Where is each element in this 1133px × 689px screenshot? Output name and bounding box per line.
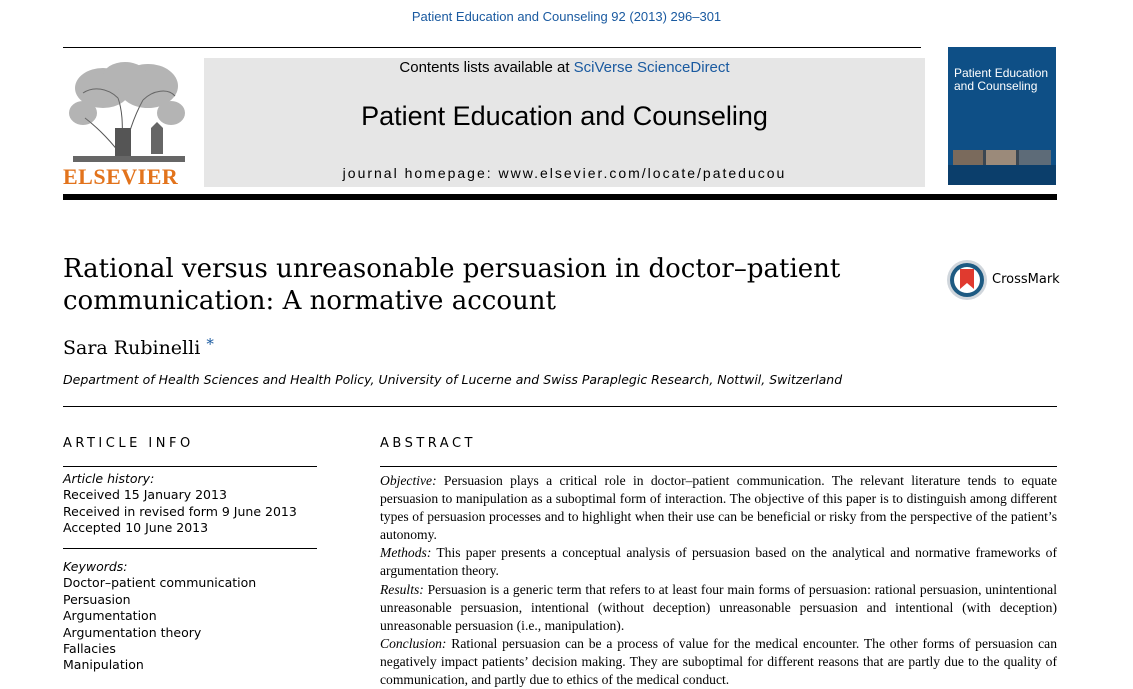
history-item: Accepted 10 June 2013 xyxy=(63,520,209,536)
abstract-section-label: Conclusion: xyxy=(380,635,447,651)
journal-name: Patient Education and Counseling xyxy=(361,101,768,131)
keywords-label: Keywords: xyxy=(63,559,128,574)
abstract-section-label: Results: xyxy=(380,581,424,597)
title-divider xyxy=(63,406,1057,407)
elsevier-wordmark: ELSEVIER xyxy=(63,164,179,189)
keyword-item: Argumentation xyxy=(63,608,157,624)
author-affiliation: Department of Health Sciences and Health Policy, University of Lucerne and Swiss Paraplegic Research, Nottwil, Switzerland xyxy=(63,372,843,387)
abstract-objective xyxy=(380,472,1057,544)
abstract-heading: ABSTRACT xyxy=(380,436,476,451)
cover-photo-strip xyxy=(953,150,1051,166)
cover-footer-bar xyxy=(948,165,1056,185)
header-bottom-rule xyxy=(63,194,1057,200)
history-label: Article history: xyxy=(63,471,155,486)
history-item: Received in revised form 9 June 2013 xyxy=(63,503,297,519)
article-history xyxy=(63,471,317,537)
header-top-rule xyxy=(63,47,921,48)
abstract-section-label: Objective: xyxy=(380,473,437,488)
contents-line xyxy=(204,59,925,76)
article-info-rule xyxy=(63,466,317,467)
abstract-body xyxy=(380,472,1057,689)
keywords-rule xyxy=(63,548,317,549)
abstract-section-label: Methods: xyxy=(380,545,432,561)
author-text: Sara Rubinelli xyxy=(63,337,201,359)
abstract-results xyxy=(380,581,1057,635)
cover-title: Patient Education and Counseling xyxy=(954,66,1049,93)
keyword-item: Fallacies xyxy=(63,641,116,657)
keyword-item: Argumentation theory xyxy=(63,624,202,640)
keyword-item: Manipulation xyxy=(63,657,144,673)
abstract-section-text: This paper presents a conceptual analysis of persuasion based on the analytical and normative frameworks of argumentation theory. xyxy=(380,545,1057,579)
contents-prefix: Contents lists available at xyxy=(399,59,570,76)
history-item: Received 15 January 2013 xyxy=(63,487,227,503)
corresponding-author-mark[interactable]: * xyxy=(206,335,214,353)
article-title: Rational versus unreasonable persuasion in doctor–patient communication: A normative account xyxy=(63,254,841,316)
article-info-heading: ARTICLE INFO xyxy=(63,436,194,451)
keyword-item: Persuasion xyxy=(63,591,131,607)
keyword-item: Doctor–patient communication xyxy=(63,575,257,591)
crossmark-icon[interactable] xyxy=(946,259,988,301)
abstract-section-text: Persuasion plays a critical role in doctor–patient communication. The relevant literature tends to equate persuasion to manipulation as a suboptimal form of interaction. The objective of this paper is to distinguish among different types of persuasion processes and to highlight when their use can be beneficial or risky from the perspective of the patient’s autonomy. xyxy=(380,473,1057,543)
journal-homepage[interactable]: journal homepage: www.elsevier.com/locate/pateducou xyxy=(342,165,787,181)
abstract-rule xyxy=(380,466,1057,467)
author-name xyxy=(63,337,214,359)
abstract-conclusion xyxy=(380,635,1057,689)
keywords-list xyxy=(63,559,317,674)
sciencedirect-link[interactable]: SciVerse ScienceDirect xyxy=(573,59,730,76)
crossmark-label[interactable]: CrossMark xyxy=(992,272,1060,287)
abstract-section-text: Rational persuasion can be a process of value for the medical encounter. The other forms of persuasion can negatively impact patients’ decision making. They are suboptimal for different reasons that are partly due to the quality of communication, and partly due to ethics of the medical conduct. xyxy=(380,635,1057,688)
abstract-section-text: Persuasion is a generic term that refers to at least four main forms of persuasion: rational persuasion, unintentional unreasonable persuasion, intentional (without deception) unreasonable persuasion and intentional (with deception) unreasonable persuasion (i.e., manipulation). xyxy=(380,581,1057,633)
journal-cover-thumbnail[interactable] xyxy=(948,47,1056,185)
abstract-methods xyxy=(380,544,1057,580)
journal-citation[interactable]: Patient Education and Counseling 92 (2013) 296–301 xyxy=(411,9,722,24)
